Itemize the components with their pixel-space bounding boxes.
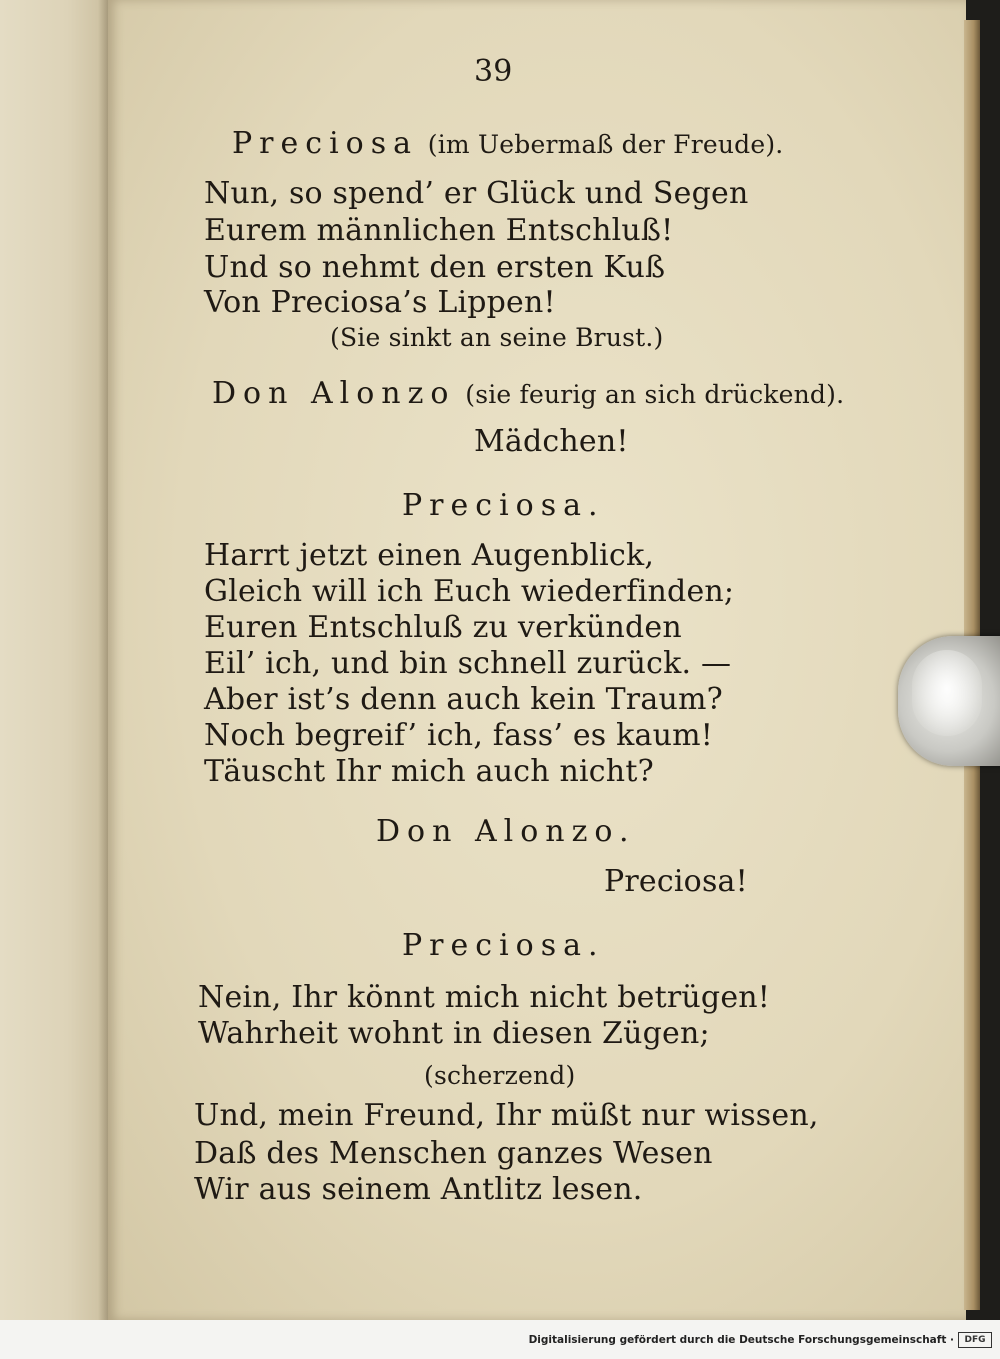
speaker-name: Preciosa. <box>402 488 605 523</box>
page-number: 39 <box>474 54 513 89</box>
speaker-heading <box>212 376 844 413</box>
speaker-heading <box>232 126 783 163</box>
speaker-name: Don Alonzo. <box>376 814 636 849</box>
verse-line: Nein, Ihr könnt mich nicht betrügen! <box>198 980 771 1015</box>
verse-line: Aber ist’s denn auch kein Traum? <box>204 682 723 717</box>
funding-credit: Digitalisierung gefördert durch die Deutsche Forschungsgemeinschaft · <box>528 1334 954 1346</box>
verse-line: Eurem männlichen Entschluß! <box>204 213 674 248</box>
stage-direction: (Sie sinkt an seine Brust.) <box>330 323 664 352</box>
verse-line: Euren Entschluß zu verkünden <box>204 610 682 645</box>
speaker-name: Preciosa. <box>402 928 605 963</box>
verse-line: Von Preciosa’s Lippen! <box>204 285 556 320</box>
dfg-logo: DFG <box>958 1332 992 1348</box>
speaker-direction: (sie feurig an sich drückend). <box>465 380 845 409</box>
verse-line: Und so nehmt den ersten Kuß <box>204 250 666 285</box>
verse-line: Harrt jetzt einen Augenblick, <box>204 538 655 573</box>
verse-line: Eil’ ich, und bin schnell zurück. — <box>204 646 732 681</box>
verse-line: Preciosa! <box>604 864 748 899</box>
verse-line: Noch begreif’ ich, fass’ es kaum! <box>204 718 714 753</box>
verse-line: Täuscht Ihr mich auch nicht? <box>204 754 654 789</box>
speaker-name: Preciosa <box>232 126 419 161</box>
verse-line: Nun, so spend’ er Glück und Segen <box>204 176 749 211</box>
verse-line: Daß des Menschen ganzes Wesen <box>194 1136 713 1171</box>
verse-line: Und, mein Freund, Ihr müßt nur wissen, <box>194 1098 819 1133</box>
verse-line: Wir aus seinem Antlitz lesen. <box>194 1172 643 1207</box>
speaker-direction: (im Uebermaß der Freude). <box>427 130 784 159</box>
footer-bar <box>0 1320 1000 1359</box>
verse-line: Mädchen! <box>474 424 629 459</box>
verse-line: Wahrheit wohnt in diesen Zügen; <box>198 1016 710 1051</box>
verse-line: Gleich will ich Euch wiederfinden; <box>204 574 735 609</box>
stage-direction: (scherzend) <box>424 1061 576 1090</box>
speaker-name: Don Alonzo <box>212 376 456 411</box>
